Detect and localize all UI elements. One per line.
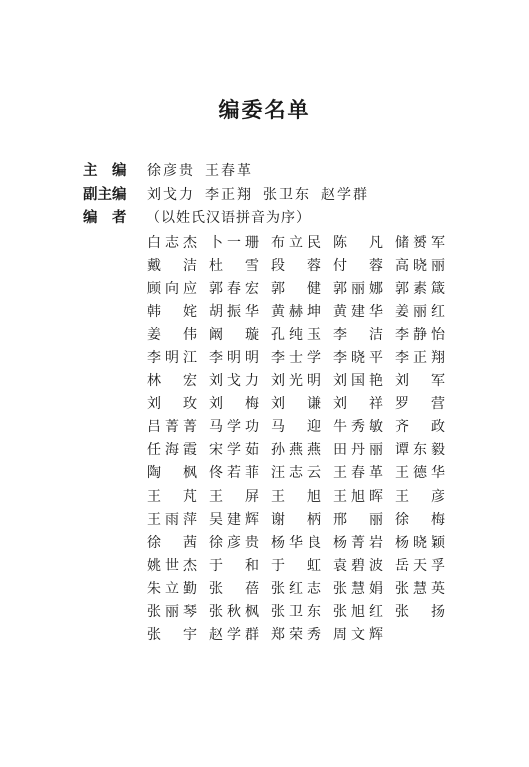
editor-name: 孙燕燕 <box>271 442 321 459</box>
person-name: 徐彦贵 <box>147 163 195 179</box>
editor-name: 马学功 <box>209 419 259 436</box>
editor-row <box>147 253 457 276</box>
editor-name: 姚世杰 <box>147 557 197 574</box>
editor-name: 邢丽 <box>333 511 383 528</box>
editor-name: 杨华良 <box>271 534 321 551</box>
editor-name: 宋学茹 <box>209 442 259 459</box>
editor-name: 刘戈力 <box>209 373 259 390</box>
editor-name: 李晓平 <box>333 350 383 367</box>
editor-name: 徐茜 <box>147 534 197 551</box>
editor-name: 徐彦贵 <box>209 534 259 551</box>
editor-name: 陈凡 <box>333 234 383 251</box>
editor-name: 李正翔 <box>395 350 445 367</box>
editor-name: 张蓓 <box>209 580 259 597</box>
editor-name: 谭东毅 <box>395 442 445 459</box>
editor-name: 汪志云 <box>271 465 321 482</box>
editor-name: 郑荣秀 <box>271 627 321 644</box>
role-label-char: 主 <box>97 187 112 203</box>
editor-name: 王德华 <box>395 465 445 482</box>
editor-row <box>147 369 457 392</box>
editor-name: 刘梅 <box>209 396 259 413</box>
editor-name: 李洁 <box>333 326 383 343</box>
editor-name: 佟若菲 <box>209 465 259 482</box>
editor-name: 段蓉 <box>271 257 321 274</box>
editor-row <box>147 461 457 484</box>
editor-name: 徐梅 <box>395 511 445 528</box>
editor-name: 姜伟 <box>147 326 197 343</box>
editor-row <box>147 600 457 623</box>
editor-name: 张卫东 <box>271 604 321 621</box>
editor-name: 付蓉 <box>333 257 383 274</box>
person-name: 张卫东 <box>263 187 311 203</box>
deputy-editor-label <box>83 183 127 204</box>
editor-name: 姜丽红 <box>395 303 445 320</box>
editor-row <box>147 576 457 599</box>
editor-name: 王彦 <box>395 488 445 505</box>
role-label-char: 主 <box>83 163 98 179</box>
editor-name: 阚璇 <box>209 326 259 343</box>
person-name: 李正翔 <box>205 187 253 203</box>
editor-name: 戴洁 <box>147 257 197 274</box>
editor-row <box>147 553 457 576</box>
editor-name: 于和 <box>209 557 259 574</box>
editor-name: 张秋枫 <box>209 604 259 621</box>
editor-name: 胡振华 <box>209 303 259 320</box>
editor-row <box>147 276 457 299</box>
editor-name: 布立民 <box>271 234 321 251</box>
editor-row <box>147 415 457 438</box>
editor-name: 李明明 <box>209 350 259 367</box>
editor-row <box>147 345 457 368</box>
editor-name: 郭春宏 <box>209 280 259 297</box>
editor-name: 李士学 <box>271 350 321 367</box>
editor-name: 李静怡 <box>395 326 445 343</box>
editor-name: 张慧英 <box>395 580 445 597</box>
editor-name: 王屏 <box>209 488 259 505</box>
editor-name: 黄建华 <box>333 303 383 320</box>
editors-label <box>83 206 127 227</box>
editor-name: 王旭 <box>271 488 321 505</box>
editor-name: 杨菁岩 <box>333 534 383 551</box>
role-label-char: 副 <box>83 187 98 203</box>
editor-name: 张丽琴 <box>147 604 197 621</box>
editor-name: 刘光明 <box>271 373 321 390</box>
editor-name: 罗营 <box>395 396 445 413</box>
editor-row <box>147 392 457 415</box>
editor-name: 黄赫坤 <box>271 303 321 320</box>
editor-name: 周文辉 <box>333 627 383 644</box>
chief-editor-names <box>147 160 263 180</box>
editor-name: 赵学群 <box>209 627 259 644</box>
editor-name: 任海霞 <box>147 442 197 459</box>
editor-name: 张旭红 <box>333 604 383 621</box>
editor-name: 杨晓颖 <box>395 534 445 551</box>
editor-name: 王芃 <box>147 488 197 505</box>
page-title: 编委名单 <box>218 98 311 122</box>
editor-row <box>147 530 457 553</box>
chief-editor-label <box>83 159 127 180</box>
editors-name-grid <box>147 230 457 646</box>
editor-name: 王春革 <box>333 465 383 482</box>
deputy-editor-names <box>147 184 379 204</box>
editor-name: 田丹丽 <box>333 442 383 459</box>
person-name: 刘戈力 <box>147 187 195 203</box>
editor-name: 吴建辉 <box>209 511 259 528</box>
editor-name: 卜一珊 <box>209 234 259 251</box>
editor-name: 谢柄 <box>271 511 321 528</box>
editor-row <box>147 484 457 507</box>
editor-name: 吕菁菁 <box>147 419 197 436</box>
person-name: 赵学群 <box>321 187 369 203</box>
role-label-char: 编 <box>112 163 127 179</box>
editor-name: 刘国艳 <box>333 373 383 390</box>
editor-name: 孔纯玉 <box>271 326 321 343</box>
editor-name: 马迎 <box>271 419 321 436</box>
editor-name: 杜雪 <box>209 257 259 274</box>
editor-name: 王雨萍 <box>147 511 197 528</box>
editor-name: 林宏 <box>147 373 197 390</box>
editor-name: 张扬 <box>395 604 445 621</box>
editors-order-note: （以姓氏汉语拼音为序） <box>146 210 311 226</box>
role-label-char: 编 <box>112 187 127 203</box>
editor-row <box>147 322 457 345</box>
editor-name: 陶枫 <box>147 465 197 482</box>
editor-name: 张慧娟 <box>333 580 383 597</box>
editor-name: 刘军 <box>395 373 445 390</box>
editor-name: 李明江 <box>147 350 197 367</box>
editor-name: 牛秀敏 <box>333 419 383 436</box>
editor-name: 王旭晖 <box>333 488 383 505</box>
editor-name: 袁碧波 <box>333 557 383 574</box>
editor-row <box>147 299 457 322</box>
editor-name: 刘祥 <box>333 396 383 413</box>
editor-name: 储赟军 <box>395 234 445 251</box>
role-label-char: 者 <box>112 210 127 226</box>
editor-row <box>147 438 457 461</box>
editor-name: 韩姹 <box>147 303 197 320</box>
editor-name: 郭丽娜 <box>333 280 383 297</box>
editor-name: 郭健 <box>271 280 321 297</box>
editor-name: 张宇 <box>147 627 197 644</box>
editor-name: 刘玫 <box>147 396 197 413</box>
role-label-char: 编 <box>83 210 98 226</box>
editor-row <box>147 507 457 530</box>
editor-name: 高晓丽 <box>395 257 445 274</box>
editor-name: 顾向应 <box>147 280 197 297</box>
editor-row <box>147 230 457 253</box>
editor-row <box>147 623 457 646</box>
person-name: 王春革 <box>205 163 253 179</box>
editor-name: 郭素箴 <box>395 280 445 297</box>
editor-name: 岳天孚 <box>395 557 445 574</box>
editor-name: 刘谦 <box>271 396 321 413</box>
editor-name: 齐政 <box>395 419 445 436</box>
editor-name: 张红志 <box>271 580 321 597</box>
editor-name: 白志杰 <box>147 234 197 251</box>
editor-name: 于虹 <box>271 557 321 574</box>
editor-name: 朱立勤 <box>147 580 197 597</box>
